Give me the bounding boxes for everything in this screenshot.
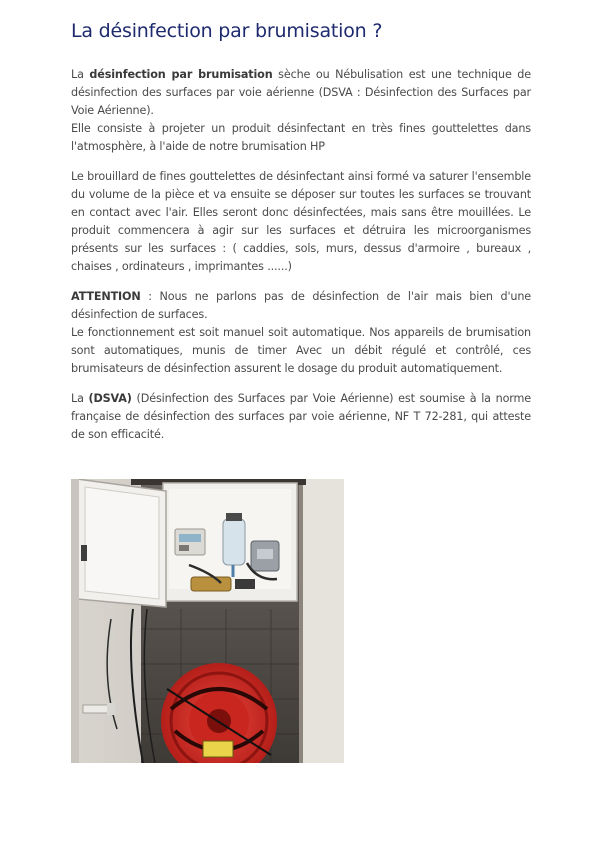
equipment-photo [71,479,344,763]
norm-text-start: La [71,392,89,405]
attention-label: ATTENTION [71,290,141,303]
intro-line-1 [71,66,531,120]
norm-text-rest: (Désinfection des Surfaces par Voie Aérienne) est soumise à la norme française de désinfection des surfaces par voie aérienne, NF T 72-281, qui atteste de son efficacité. [71,392,531,441]
control-box [163,483,297,601]
attention-line-2: Le fonctionnement est soit manuel soit automatique. Nos appareils de brumisation sont automatiques, munis de timer Avec un débit régulé et contrôlé, ces brumisateurs de désinfection assurent le dosage du produit automatiquement. [71,326,531,375]
intro-bold-term: désinfection par brumisation [89,68,273,81]
cabinet-door [77,479,166,607]
intro-text-start: La [71,68,90,81]
intro-line-2: Elle consiste à projeter un produit désinfectant en très fines gouttelettes dans l'atmosphère, à l'aide de notre brumisation HP [71,122,531,153]
paragraph-attention [71,288,531,378]
document-body [71,18,531,456]
paragraph-fog: Le brouillard de fines gouttelettes de désinfectant ainsi formé va saturer l'ensemble du volume de la pièce et va ensuite se déposer sur toutes les surfaces se trouvant en contact avec l'air. Elles seront donc désinfectées, mais sans être mouillées. Le produit commencera à agir sur les surfaces et détruira les microorganismes présents sur les surfaces : ( caddies, sols, murs, dessus d'armoire , bureaux , chaises , ordinateurs , imprimantes ......) [71,170,531,273]
intro-text-rest: sèche ou Nébulisation est une technique de désinfection des surfaces par voie aérienne (DSVA : Désinfection des Surfaces par Voie Aérienne). [71,68,531,117]
attention-line-1 [71,288,531,324]
equipment-photo-illustration [71,479,344,763]
norm-bold-term: (DSVA) [88,392,132,405]
paragraph-norm [71,390,531,444]
attention-text: : Nous ne parlons pas de désinfection de l'air mais bien d'une désinfection de surfaces. [71,290,531,321]
page-title: La désinfection par brumisation ? [71,20,383,42]
paragraph-intro [71,66,531,156]
